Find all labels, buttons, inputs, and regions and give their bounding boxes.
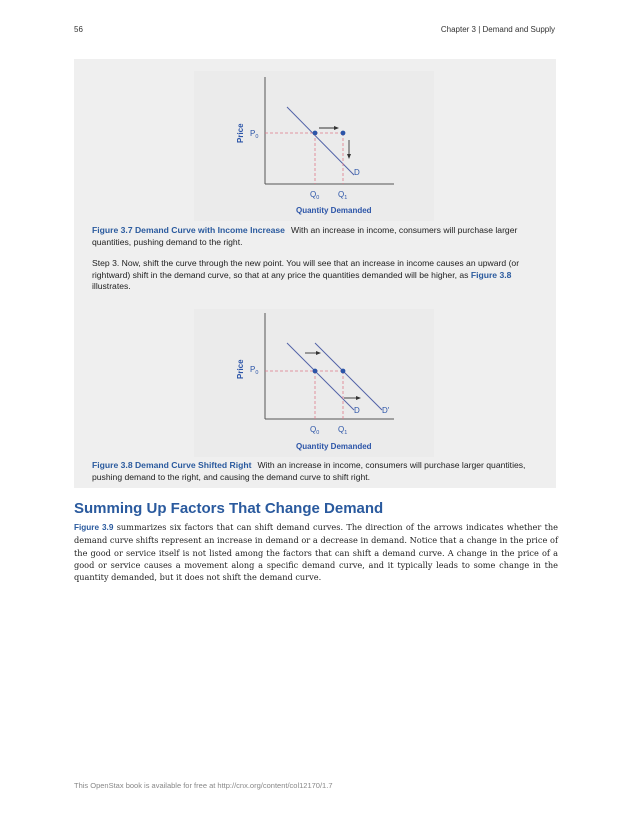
- figure-3-7-graph: [194, 71, 434, 221]
- curve-d-label: D: [354, 406, 360, 415]
- price-axis-label: Price: [236, 359, 245, 379]
- figure-3-9-link[interactable]: Figure 3.9: [74, 523, 114, 532]
- demand-curve-d-prime: [315, 343, 382, 410]
- figure-3-7-svg: [194, 71, 434, 221]
- figure-3-8-caption: [92, 460, 542, 483]
- price-axis-label: Price: [236, 123, 245, 143]
- new-point: [341, 369, 346, 374]
- figure-3-7-caption-text: With an increase in income, consumers will purchase larger quantities, pushing demand to the right.: [92, 225, 518, 247]
- figure-box: [74, 59, 556, 488]
- right-arrowhead: [334, 126, 339, 130]
- q0-label: $Q_0$: [310, 425, 320, 436]
- figure-3-8-link[interactable]: Figure 3.8: [470, 269, 512, 280]
- lower-shift-arrowhead: [356, 396, 361, 400]
- p0-label: $P_0$: [250, 129, 259, 140]
- down-arrowhead: [347, 154, 351, 159]
- body-paragraph-text: summarizes six factors that can shift demand curves. The direction of the arrows indicates whether the demand curve shifts represent an increase in demand or a decrease in demand. Notice that a change in the price of the good or service itself is not listed among the factors that can shift a demand curve. A change in the price of a good or service causes a movement along a specific demand curve, and it typically leads to some change in the quantity demanded, but it does not shift the demand curve.: [74, 522, 558, 583]
- figure-3-7-caption: [92, 225, 542, 248]
- figure-3-8-graph: [194, 309, 434, 457]
- figure-3-8-caption-text: With an increase in income, consumers will purchase larger quantities, pushing demand to the right, and causing the demand curve to shift right.: [92, 460, 526, 482]
- step-3-paragraph: [92, 258, 542, 293]
- curve-d-label: D: [354, 168, 360, 177]
- upper-shift-arrowhead: [316, 351, 321, 355]
- demand-curve-d: [287, 107, 354, 175]
- footer: This OpenStax book is available for free at http://cnx.org/content/col12170/1.7: [74, 781, 333, 790]
- original-point: [313, 131, 318, 136]
- body-paragraph: [74, 521, 558, 583]
- quantity-axis-label: Quantity Demanded: [296, 442, 372, 451]
- quantity-axis-label: Quantity Demanded: [296, 206, 372, 215]
- new-point: [341, 131, 346, 136]
- figure-3-8-caption-label: Figure 3.8 Demand Curve Shifted Right: [92, 460, 252, 470]
- curve-d-prime-label: D': [382, 406, 390, 415]
- q1-label: $Q_1$: [338, 425, 348, 436]
- step-3-text-after: illustrates.: [92, 281, 131, 291]
- p0-label: $P_0$: [250, 365, 259, 376]
- figure-3-7-caption-label: Figure 3.7 Demand Curve with Income Increase: [92, 225, 285, 235]
- figure-3-8-svg: [194, 309, 434, 457]
- section-heading: Summing Up Factors That Change Demand: [74, 500, 384, 517]
- running-head: Chapter 3 | Demand and Supply: [440, 25, 555, 34]
- original-point: [313, 369, 318, 374]
- step-3-text-before: Step 3. Now, shift the curve through the new point. You will see that an increase in income causes an upward (or rightward) shift in the demand curve, so that at any price the quantities demanded will be higher, as: [92, 258, 520, 280]
- page-number: 56: [74, 25, 83, 34]
- q1-label: $Q_1$: [338, 190, 348, 201]
- q0-label: $Q_0$: [310, 190, 320, 201]
